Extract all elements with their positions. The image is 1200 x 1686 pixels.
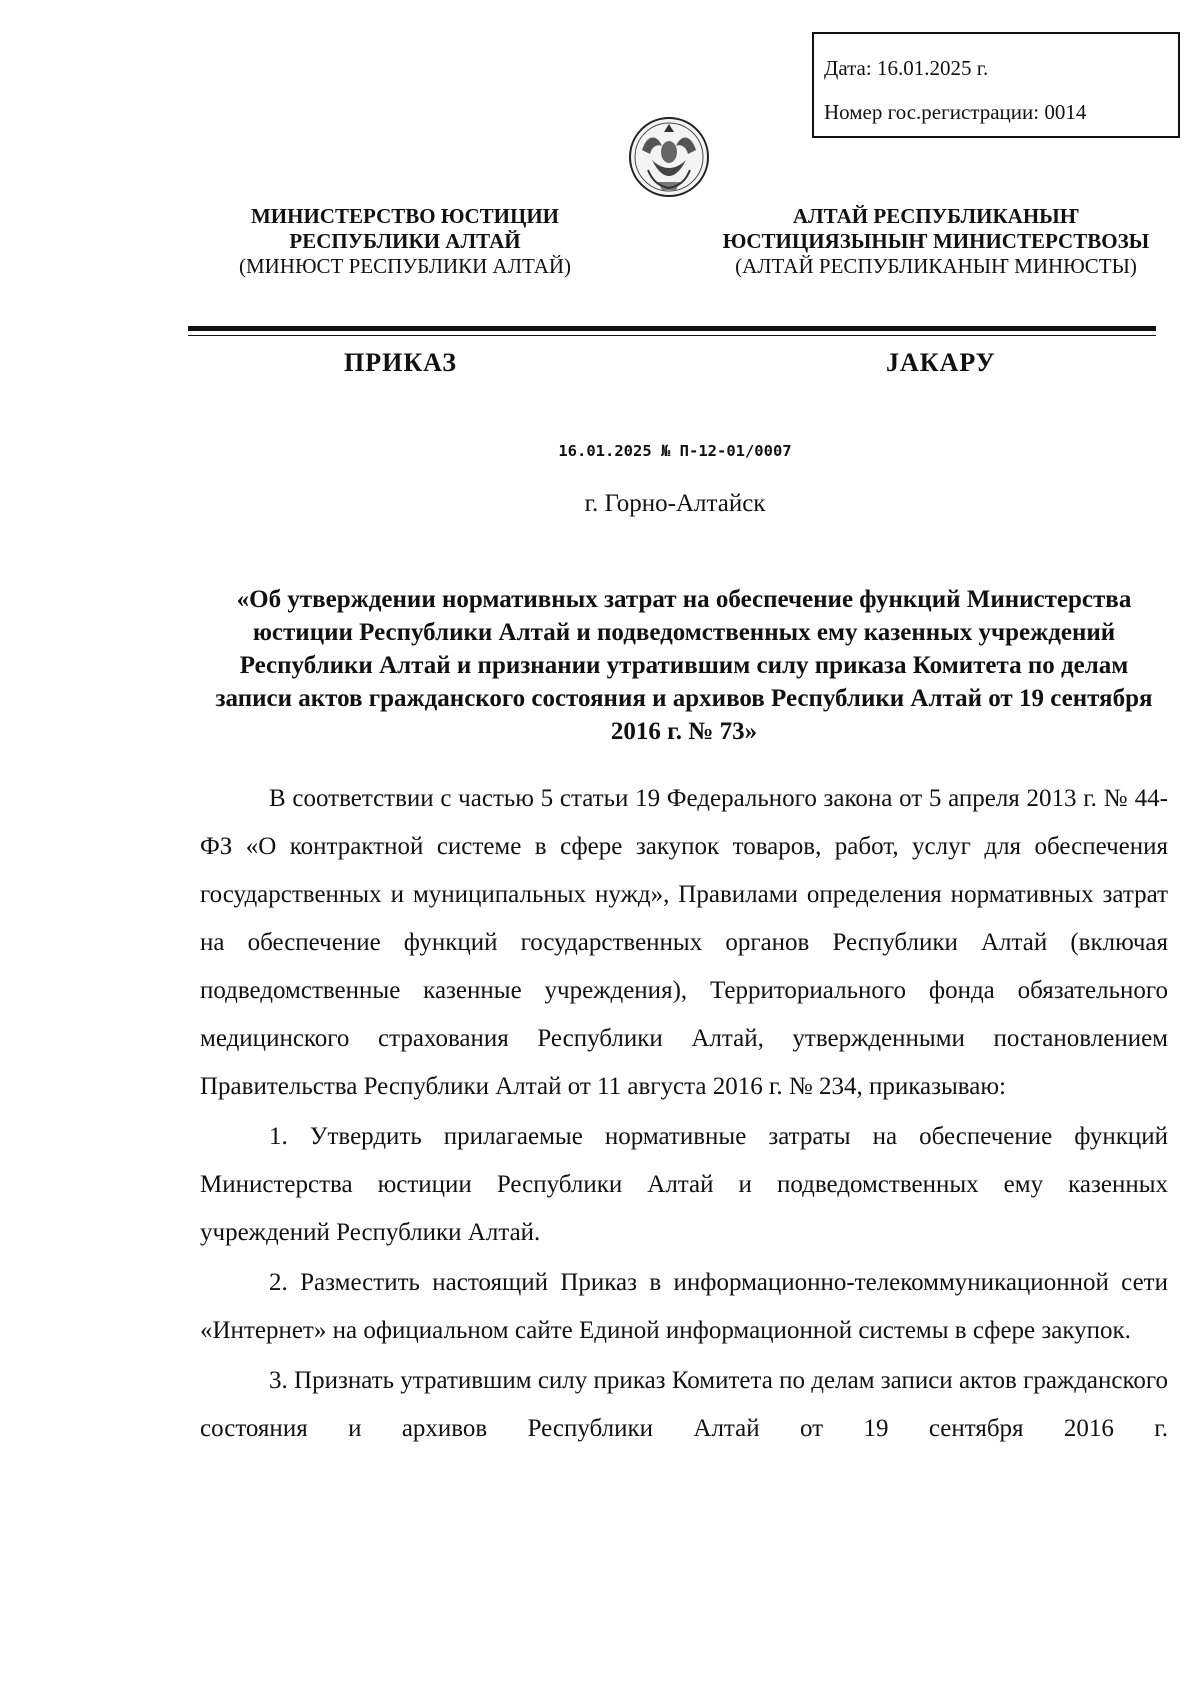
city-name: г. Горно-Алтайск xyxy=(584,490,766,517)
registration-date-line xyxy=(824,46,1168,90)
registration-number-label: Номер гос.регистрации: xyxy=(824,100,1040,124)
order-body xyxy=(200,775,1168,1455)
ministry-name-altai-line2: ЮСТИЦИЯЗЫНЫҤ МИНИСТЕРСТВОЗЫ xyxy=(722,229,1150,253)
registration-number-line xyxy=(824,90,1168,134)
ministry-short-name: (МИНЮСТ РЕСПУБЛИКИ АЛТАЙ) xyxy=(238,254,572,278)
ministry-name-altai-line1: АЛТАЙ РЕСПУБЛИКАНЫҤ xyxy=(792,204,1080,228)
registration-stamp xyxy=(812,32,1180,138)
ministry-short-name-altai: (АЛТАЙ РЕСПУБЛИКАНЫҤ МИНЮСТЫ) xyxy=(735,254,1137,278)
altai-coat-of-arms-icon xyxy=(628,110,710,204)
ministry-header-altai xyxy=(716,204,1156,279)
doc-type-altai: JАКАРУ xyxy=(886,348,996,377)
ministry-name-line1: МИНИСТЕРСТВО ЮСТИЦИИ xyxy=(250,204,559,228)
ministry-name-line2: РЕСПУБЛИКИ АЛТАЙ xyxy=(289,229,521,253)
preamble-paragraph: В соответствии с частью 5 статьи 19 Федерального закона от 5 апреля 2013 г. № 44-ФЗ «О контрактной системе в сфере закупок товаров, работ, услуг для обеспечения государственных и муниципальных нужд», Правилами определения нормативных затрат на обеспечение функций государственных органов Республики Алтай (включая подведомственные казенные учреждения), Территориального фонда обязательного медицинского страхования Республики Алтай, утвержденными постановлением Правительства Республики Алтай от 11 августа 2016 г. № 234, приказываю: xyxy=(200,785,1168,1100)
registration-date-label: Дата: xyxy=(824,56,872,80)
registration-number-value: 0014 xyxy=(1044,100,1087,124)
registration-date-value: 16.01.2025 г. xyxy=(876,56,989,80)
header-divider-thin xyxy=(188,335,1156,336)
header-divider-thick xyxy=(188,326,1156,331)
clause-2: 2. Разместить настоящий Приказ в информационно-телекоммуникационной сети «Интернет» на официальном сайте Единой информационной системы в сфере закупок. xyxy=(200,1269,1168,1344)
ministry-header-russian xyxy=(220,204,590,279)
order-number: 16.01.2025 № П-12-01/0007 xyxy=(558,442,792,460)
order-title: «Об утверждении нормативных затрат на обеспечение функций Министерства юстиции Республики Алтай и подведомственных ему казенных учреждений Республики Алтай и признании утратившим силу приказа Комитета по делам записи актов гражданского состояния и архивов Республики Алтай от 19 сентября 2016 г. № 73» xyxy=(215,586,1153,745)
clause-1: 1. Утвердить прилагаемые нормативные затраты на обеспечение функций Министерства юстиции Республики Алтай и подведомственных ему казенных учреждений Республики Алтай. xyxy=(200,1123,1168,1246)
clause-3: 3. Признать утратившим силу приказ Комитета по делам записи актов гражданского состояния и архивов Республики Алтай от 19 сентября 2016 г. xyxy=(200,1367,1168,1442)
doc-type-russian: ПРИКАЗ xyxy=(344,348,458,377)
